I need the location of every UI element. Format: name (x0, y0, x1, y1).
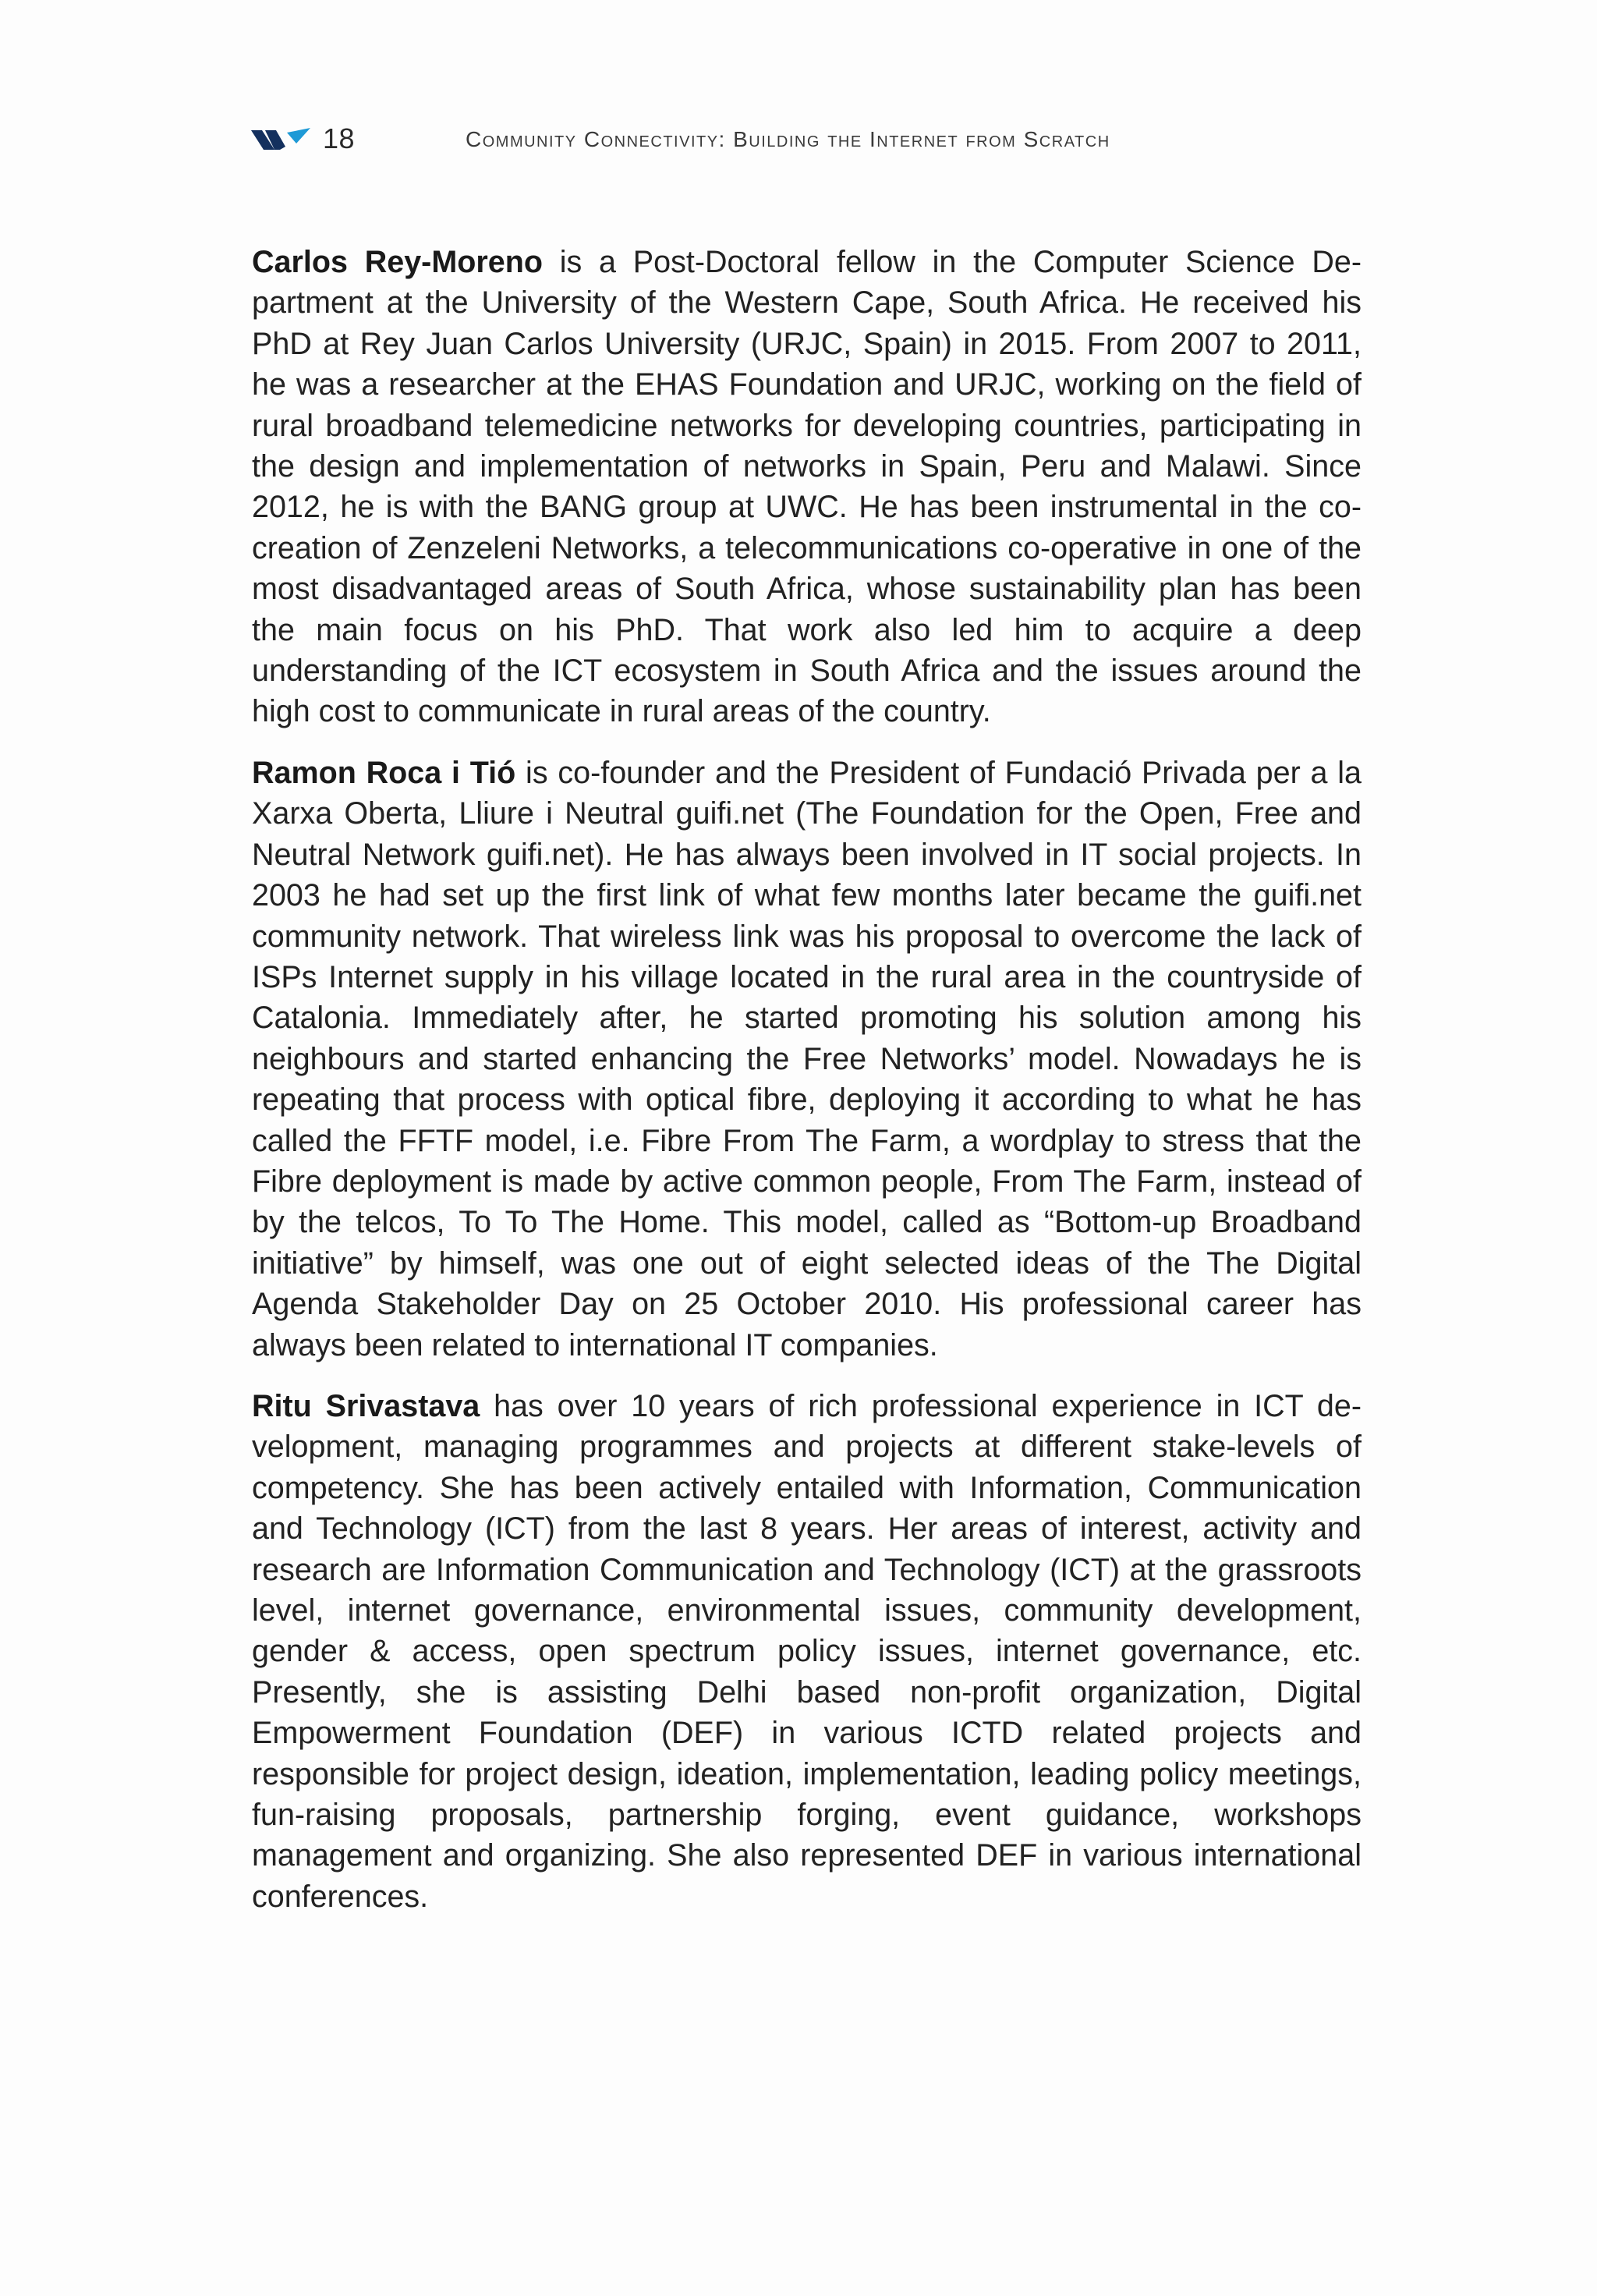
publisher-logo-icon (251, 128, 312, 153)
bio-paragraph-ritu-srivastava (252, 1386, 1362, 1917)
bio-text: is co-founder and the President of Fundació Privada per a la Xarxa Oberta, Lliure i Neutral guifi.net (The Foundation for the Open, Free and Neutral Network guifi.net). He has always been involved in IT social projects. In 2003 he had set up the first link of what few months later became the guifi.net community network. That wireless link was his proposal to overcome the lack of ISPs Internet supply in his village located in the rural area in the countryside of Catalonia. Immediately after, he started promoting his solution among his neighbours and started enhancing the Free Networks’ model. Nowadays he is repeating that process with optical fibre, deploying it according to what he has called the FFTF model, i.e. Fibre From The Farm, a wordplay to stress that the Fibre deployment is made by active common people, From The Farm, instead of by the telcos, To To The Home. This model, called as “Bottom-up Broadband initiative” by himself, was one out of eight selected ideas of the The Digital Agenda Stakeholder Day on 25 October 2010. His professional career has always been related to international IT companies. (252, 755, 1362, 1362)
bio-paragraph-ramon-roca-i-tio (252, 753, 1362, 1366)
bio-text: is a Post-Doctoral fellow in the Computer Science Department at the University of the Western Cape, South Africa. He received his PhD at Rey Juan Carlos University (URJC, Spain) in 2015. From 2007 to 2011, he was a researcher at the EHAS Foundation and URJC, working on the field of rural broadband telemedicine networks for developing countries, participating in the design and implementation of networks in Spain, Peru and Malawi. Since 2012, he is with the BANG group at UWC. He has been instrumental in the co-creation of Zenzeleni Networks, a telecommunications co-operative in one of the most disadvantaged areas of South Africa, whose sustainability plan has been the main focus on his PhD. That work also led him to acquire a deep understanding of the ICT ecosystem in South Africa and the issues around the high cost to communicate in rural areas of the country. (252, 245, 1362, 729)
bio-name: Ritu Srivastava (252, 1388, 480, 1423)
bio-paragraph-carlos-rey-moreno (252, 242, 1362, 732)
running-header (0, 117, 1597, 164)
bio-text: has over 10 years of rich professional experience in ICT development, managing programmes and projects at different stake-levels of competency. She has been actively entailed with Information, Communication and Technology (ICT) from the last 8 years. Her areas of interest, activity and research are Information Communication and Technology (ICT) at the grassroots level, internet governance, environmental issues, community development, gender & access, open spectrum policy issues, internet governance, etc. Presently, she is assisting Delhi based non-profit organization, Digital Empowerment Foundation (DEF) in various ICTD related projects and responsible for project design, ideation, implementation, leading policy meetings, fun-raising proposals, partnership forging, event guidance, workshops management and organizing. She also represented DEF in various international conferences. (252, 1388, 1362, 1914)
bio-name: Ramon Roca i Tió (252, 755, 516, 790)
page-number: 18 (323, 122, 356, 154)
page-body (252, 242, 1362, 1937)
running-title: Community Connectivity: Building the Internet from Scratch (466, 127, 1110, 151)
bio-name: Carlos Rey-Moreno (252, 245, 543, 279)
